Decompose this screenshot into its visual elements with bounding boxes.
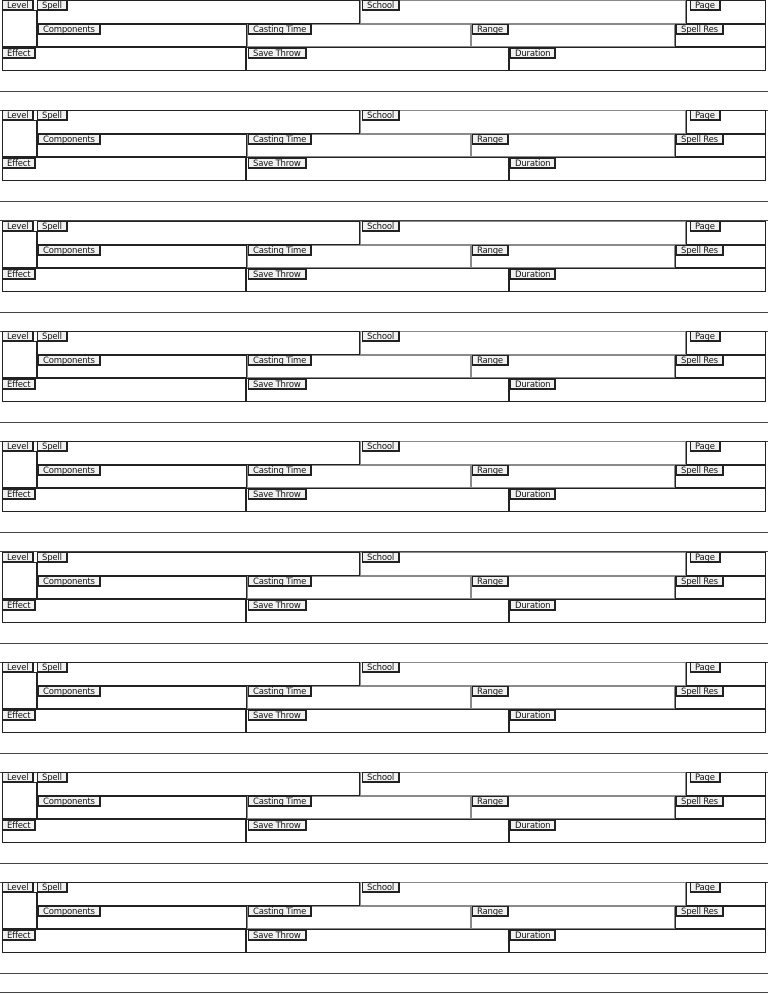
duration-label: Duration	[510, 710, 556, 721]
range-label: Range	[472, 465, 509, 476]
duration-label: Duration	[510, 48, 556, 59]
components-label: Components	[38, 906, 101, 917]
school-field[interactable]	[360, 221, 686, 245]
level-label: Level	[2, 221, 34, 232]
duration-label: Duration	[510, 158, 556, 169]
components-label: Components	[38, 245, 101, 256]
entry-divider	[0, 532, 768, 533]
spell-field[interactable]	[37, 441, 360, 465]
level-label: Level	[2, 772, 34, 783]
save-throw-label: Save Throw	[248, 930, 307, 941]
school-label: School	[362, 331, 400, 342]
effect-field[interactable]	[2, 709, 246, 733]
spell-entry	[0, 0, 768, 110]
level-label: Level	[2, 882, 34, 893]
effect-label: Effect	[2, 269, 36, 280]
level-field[interactable]	[2, 672, 37, 709]
spell-res-label: Spell Res	[676, 686, 724, 697]
spell-label: Spell	[37, 110, 68, 121]
level-field[interactable]	[2, 231, 37, 268]
spell-entry	[0, 441, 768, 551]
effect-field[interactable]	[2, 378, 246, 402]
spell-res-label: Spell Res	[676, 576, 724, 587]
save-throw-label: Save Throw	[248, 48, 307, 59]
spell-res-label: Spell Res	[676, 24, 724, 35]
save-throw-label: Save Throw	[248, 158, 307, 169]
level-field[interactable]	[2, 10, 37, 47]
spell-entry	[0, 221, 768, 331]
effect-label: Effect	[2, 820, 36, 831]
spell-field[interactable]	[37, 662, 360, 686]
casting-time-label: Casting Time	[248, 906, 312, 917]
spell-label: Spell	[37, 0, 68, 11]
components-label: Components	[38, 686, 101, 697]
page-label: Page	[690, 331, 721, 342]
effect-field[interactable]	[2, 157, 246, 181]
spell-entry	[0, 552, 768, 662]
entry-divider	[0, 91, 768, 92]
school-label: School	[362, 221, 400, 232]
spell-field[interactable]	[37, 772, 360, 796]
spell-label: Spell	[37, 221, 68, 232]
spell-label: Spell	[37, 331, 68, 342]
spell-entry	[0, 882, 768, 992]
effect-label: Effect	[2, 600, 36, 611]
school-field[interactable]	[360, 772, 686, 796]
effect-label: Effect	[2, 489, 36, 500]
spell-field[interactable]	[37, 552, 360, 576]
level-field[interactable]	[2, 341, 37, 378]
save-throw-label: Save Throw	[248, 379, 307, 390]
range-label: Range	[472, 796, 509, 807]
page-label: Page	[690, 772, 721, 783]
effect-label: Effect	[2, 930, 36, 941]
spell-label: Spell	[37, 662, 68, 673]
casting-time-label: Casting Time	[248, 245, 312, 256]
spell-res-label: Spell Res	[676, 355, 724, 366]
spell-field[interactable]	[37, 221, 360, 245]
casting-time-label: Casting Time	[248, 24, 312, 35]
casting-time-label: Casting Time	[248, 134, 312, 145]
entry-divider	[0, 422, 768, 423]
spell-label: Spell	[37, 441, 68, 452]
components-label: Components	[38, 576, 101, 587]
spell-field[interactable]	[37, 0, 360, 24]
range-label: Range	[472, 906, 509, 917]
school-label: School	[362, 662, 400, 673]
spell-field[interactable]	[37, 882, 360, 906]
level-label: Level	[2, 441, 34, 452]
spell-field[interactable]	[37, 331, 360, 355]
effect-label: Effect	[2, 158, 36, 169]
casting-time-label: Casting Time	[248, 465, 312, 476]
effect-field[interactable]	[2, 599, 246, 623]
range-label: Range	[472, 24, 509, 35]
save-throw-label: Save Throw	[248, 269, 307, 280]
range-label: Range	[472, 134, 509, 145]
spell-field[interactable]	[37, 110, 360, 134]
effect-field[interactable]	[2, 488, 246, 512]
save-throw-label: Save Throw	[248, 600, 307, 611]
school-field[interactable]	[360, 110, 686, 134]
range-label: Range	[472, 686, 509, 697]
level-field[interactable]	[2, 782, 37, 819]
level-label: Level	[2, 552, 34, 563]
range-label: Range	[472, 355, 509, 366]
spell-label: Spell	[37, 882, 68, 893]
effect-label: Effect	[2, 379, 36, 390]
effect-field[interactable]	[2, 819, 246, 843]
save-throw-label: Save Throw	[248, 489, 307, 500]
school-field[interactable]	[360, 0, 686, 24]
duration-label: Duration	[510, 269, 556, 280]
casting-time-label: Casting Time	[248, 576, 312, 587]
page-label: Page	[690, 552, 721, 563]
spell-label: Spell	[37, 552, 68, 563]
spell-entry	[0, 110, 768, 220]
page-label: Page	[690, 110, 721, 121]
effect-label: Effect	[2, 48, 36, 59]
entry-divider	[0, 312, 768, 313]
page-label: Page	[690, 882, 721, 893]
spell-res-label: Spell Res	[676, 245, 724, 256]
level-label: Level	[2, 0, 34, 11]
spell-res-label: Spell Res	[676, 906, 724, 917]
spell-label: Spell	[37, 772, 68, 783]
school-label: School	[362, 110, 400, 121]
school-field[interactable]	[360, 331, 686, 355]
duration-label: Duration	[510, 379, 556, 390]
spell-entry	[0, 772, 768, 882]
casting-time-label: Casting Time	[248, 686, 312, 697]
components-label: Components	[38, 355, 101, 366]
duration-label: Duration	[510, 820, 556, 831]
entry-divider	[0, 973, 768, 974]
level-label: Level	[2, 331, 34, 342]
spell-res-label: Spell Res	[676, 134, 724, 145]
level-field[interactable]	[2, 562, 37, 599]
components-label: Components	[38, 134, 101, 145]
entry-top-rule	[0, 992, 768, 993]
page-label: Page	[690, 662, 721, 673]
casting-time-label: Casting Time	[248, 355, 312, 366]
effect-label: Effect	[2, 710, 36, 721]
save-throw-label: Save Throw	[248, 710, 307, 721]
page-label: Page	[690, 0, 721, 11]
components-label: Components	[38, 796, 101, 807]
duration-label: Duration	[510, 489, 556, 500]
casting-time-label: Casting Time	[248, 796, 312, 807]
school-label: School	[362, 552, 400, 563]
level-field[interactable]	[2, 120, 37, 157]
level-field[interactable]	[2, 451, 37, 488]
effect-field[interactable]	[2, 929, 246, 953]
spell-entry	[0, 331, 768, 441]
page-label: Page	[690, 441, 721, 452]
school-field[interactable]	[360, 882, 686, 906]
duration-label: Duration	[510, 930, 556, 941]
range-label: Range	[472, 245, 509, 256]
school-field[interactable]	[360, 662, 686, 686]
school-field[interactable]	[360, 441, 686, 465]
school-label: School	[362, 772, 400, 783]
school-label: School	[362, 882, 400, 893]
duration-label: Duration	[510, 600, 556, 611]
level-field[interactable]	[2, 892, 37, 929]
effect-field[interactable]	[2, 47, 246, 71]
components-label: Components	[38, 465, 101, 476]
level-label: Level	[2, 110, 34, 121]
school-label: School	[362, 0, 400, 11]
entry-divider	[0, 201, 768, 202]
school-label: School	[362, 441, 400, 452]
page-label: Page	[690, 221, 721, 232]
effect-field[interactable]	[2, 268, 246, 292]
save-throw-label: Save Throw	[248, 820, 307, 831]
entry-divider	[0, 863, 768, 864]
components-label: Components	[38, 24, 101, 35]
school-field[interactable]	[360, 552, 686, 576]
range-label: Range	[472, 576, 509, 587]
spell-res-label: Spell Res	[676, 796, 724, 807]
entry-divider	[0, 753, 768, 754]
spell-res-label: Spell Res	[676, 465, 724, 476]
entry-divider	[0, 643, 768, 644]
spell-entry	[0, 662, 768, 772]
level-label: Level	[2, 662, 34, 673]
